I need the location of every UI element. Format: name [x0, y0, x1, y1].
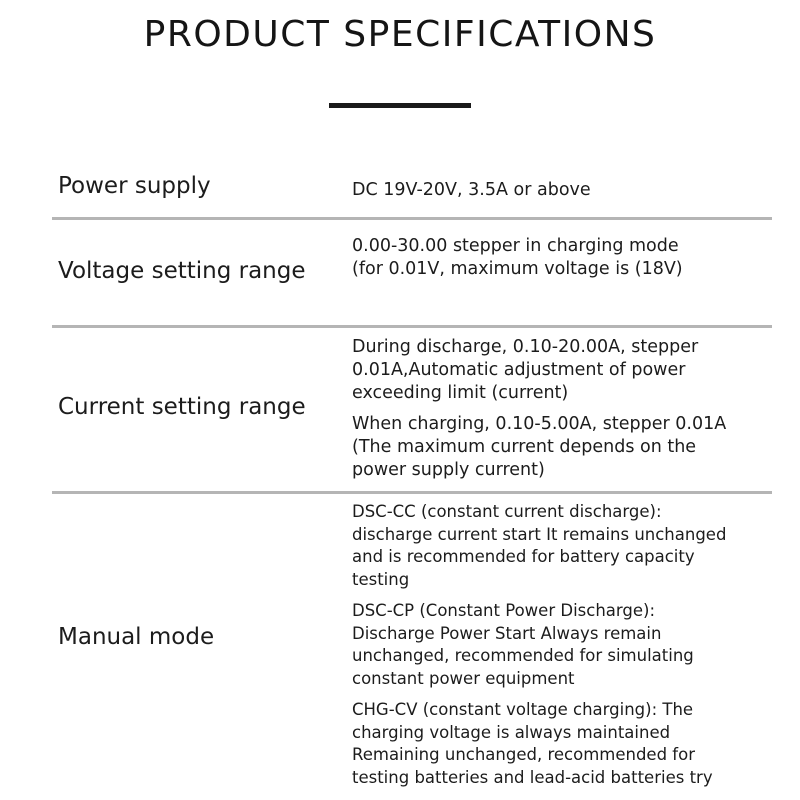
spec-value-current-range [352, 336, 747, 482]
page-title: PRODUCT SPECIFICATIONS [143, 14, 657, 55]
row-divider [52, 491, 772, 494]
spec-paragraph: When charging, 0.10-5.00A, stepper 0.01A (The maximum current depends on the power supply current) [352, 414, 727, 480]
spec-label-manual-mode: Manual mode [58, 624, 215, 650]
spec-label-voltage-range: Voltage setting range [58, 258, 306, 284]
spec-paragraph: DC 19V-20V, 3.5A or above [352, 180, 591, 200]
row-divider [52, 325, 772, 328]
spec-value-manual-mode [352, 501, 727, 789]
spec-value-voltage-range [352, 235, 692, 281]
title-underline [329, 103, 471, 108]
spec-value-power-supply [352, 179, 782, 202]
spec-paragraph: During discharge, 0.10-20.00A, stepper 0.01A,Automatic adjustment of power exceeding limit (current) [352, 337, 699, 403]
spec-paragraph: DSC-CC (constant current discharge): discharge current start It remains unchanged and is recommended for battery capacity testing [352, 502, 727, 589]
spec-paragraph: DSC-CP (Constant Power Discharge): Discharge Power Start Always remain unchanged, recommended for simulating constant power equipment [352, 601, 694, 688]
spec-label-power-supply: Power supply [58, 173, 211, 199]
spec-paragraph: 0.00-30.00 stepper in charging mode (for 0.01V, maximum voltage is (18V) [352, 236, 683, 279]
spec-paragraph: CHG-CV (constant voltage charging): The charging voltage is always maintained Remaining unchanged, recommended for testing batteries and lead-acid batteries try [352, 700, 713, 787]
spec-label-current-range: Current setting range [58, 394, 306, 420]
row-divider [52, 217, 772, 220]
